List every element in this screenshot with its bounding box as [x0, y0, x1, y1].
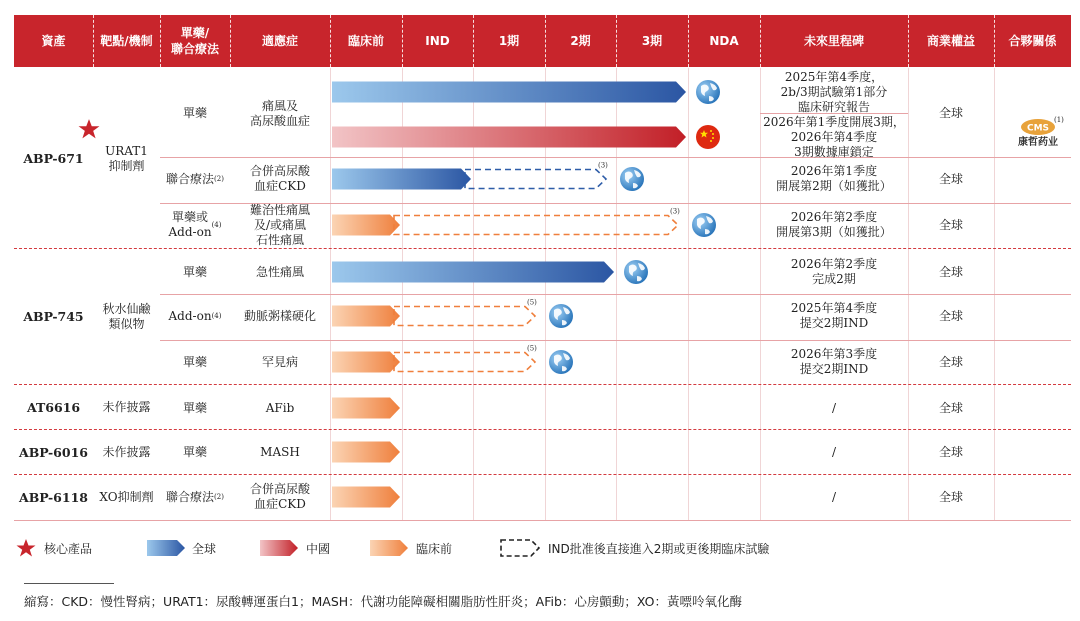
rights-cell: 全球: [938, 444, 963, 459]
header-separator: [908, 15, 909, 67]
globe-icon: [624, 260, 648, 284]
header-separator: [616, 15, 617, 67]
bar-note: (5): [527, 298, 537, 307]
milestone-cell: 2026年第3季度 提交2期IND: [790, 347, 878, 376]
milestone-cell: 2025年第4季度 提交2期IND: [790, 301, 878, 330]
bar-note: (5): [527, 344, 537, 353]
legend-core: 核心產品: [44, 542, 93, 556]
bar-note: (3): [598, 161, 608, 170]
header-separator: [93, 15, 94, 67]
dashed-extension: [465, 170, 606, 189]
asset-name: ABP-745: [23, 309, 84, 324]
indication-cell: 合併高尿酸 血症CKD: [249, 482, 310, 511]
rights-cell: 全球: [938, 171, 963, 186]
core-star-icon: [78, 118, 100, 140]
dashed-extension: [394, 216, 678, 235]
header-nda: NDA: [709, 34, 739, 48]
header-target: 靶點/機制: [100, 34, 153, 48]
asset-target: 未作披露: [102, 400, 151, 414]
therapy-cell: 單藥: [182, 354, 207, 369]
core-star-legend-icon: [16, 538, 36, 558]
header-separator: [760, 15, 761, 67]
header-separator: [230, 15, 231, 67]
therapy-cell: 單藥: [182, 444, 207, 459]
therapy-cell: 單藥: [182, 264, 207, 279]
asset-name: ABP-6016: [19, 444, 88, 460]
stage-bar-orange: [332, 352, 400, 373]
legend-preclinical: 臨床前: [416, 542, 453, 556]
header-phase2: 2期: [570, 34, 591, 48]
grid-row-line: [14, 248, 1071, 249]
legend-blue-arrow: [147, 540, 185, 556]
asset-name: ABP-671: [23, 151, 84, 166]
partner-logo: [1012, 118, 1064, 154]
grid-row-line: [14, 384, 1071, 385]
header-separator: [330, 15, 331, 67]
stage-bar-red: [332, 127, 686, 148]
legend-dashed-arrow: [500, 539, 540, 557]
milestone-cell: 2026年第2季度 開展第3期（如獲批）: [776, 210, 892, 239]
rights-cell: 全球: [938, 400, 963, 415]
rights-cell: 全球: [938, 308, 963, 323]
partner-logo-text: CMS: [1026, 123, 1050, 134]
header-ind: IND: [425, 34, 450, 48]
asset-target: XO抑制劑: [99, 489, 154, 504]
header-indication: 適應症: [261, 34, 298, 48]
therapy-cell: 單藥或 Add-on (4): [168, 210, 222, 239]
asset-target: 秋水仙鹼 類似物: [102, 301, 151, 331]
footnote: 縮寫：CKD：慢性腎病；URAT1：尿酸轉運蛋白1；MASH：代謝功能障礙相關脂肪性肝炎；AFib：心房顫動；XO：黃嘌呤氧化酶: [24, 594, 743, 609]
header-phase3: 3期: [641, 34, 663, 48]
indication-cell: 動脈粥樣硬化: [243, 308, 316, 323]
dashed-extension: [394, 353, 535, 372]
milestone-cell: /: [831, 400, 837, 415]
indication-cell: 難治性痛風 及/或痛風 石性痛風: [249, 202, 310, 247]
rights-cell: 全球: [938, 489, 963, 504]
partner-note: (1): [1054, 116, 1064, 124]
rights-cell: 全球: [938, 217, 963, 232]
header-separator: [473, 15, 474, 67]
stage-bar-orange: [332, 215, 400, 236]
header-phase1: 1期: [498, 34, 520, 48]
stage-bar-orange: [332, 306, 400, 327]
grid-row-line: [14, 520, 1071, 521]
therapy-cell: 單藥: [182, 106, 207, 120]
globe-icon: [692, 213, 716, 237]
header-partner: 合夥關係: [1008, 34, 1057, 48]
header-asset: 資產: [41, 34, 66, 48]
therapy-cell: 單藥: [182, 400, 207, 415]
globe-icon: [620, 167, 644, 191]
bar-note: (3): [670, 207, 680, 216]
header-preclinical: 臨床前: [347, 34, 384, 48]
legend-dashed: IND批准後直接進入2期或更後期臨床試驗: [548, 542, 770, 556]
stage-bar-orange: [332, 487, 400, 508]
globe-icon: [549, 304, 573, 328]
stage-bar-orange: [332, 398, 400, 419]
header-therapy: 單藥/ 聯合療法: [170, 26, 219, 56]
therapy-cell: Add-on (4): [168, 308, 222, 323]
legend-global: 全球: [192, 542, 217, 556]
header-rights: 商業權益: [926, 34, 975, 48]
therapy-cell: 聯合療法 (2): [166, 489, 224, 504]
asset-name: ABP-6118: [19, 489, 88, 505]
header-milestone: 未來里程碑: [803, 34, 864, 48]
rights-cell: 全球: [938, 264, 963, 279]
rights-cell: 全球: [938, 354, 963, 369]
indication-cell: 罕見病: [261, 354, 298, 369]
rights-cell: 全球: [938, 106, 963, 120]
milestone-cell: /: [831, 489, 837, 504]
legend-red-arrow: [260, 540, 298, 556]
stage-bar-orange: [332, 442, 400, 463]
legend-orange-arrow: [370, 540, 408, 556]
stage-bar-blue: [332, 82, 686, 103]
milestone-cell: 2025年第4季度， 2b/3期試驗第1部分 臨床研究報告: [780, 69, 888, 114]
header-separator: [688, 15, 689, 67]
china-flag-icon: [696, 125, 720, 149]
therapy-cell: 聯合療法 (2): [166, 171, 224, 186]
asset-target: URAT1 抑制劑: [105, 143, 148, 173]
indication-cell: 合併高尿酸 血症CKD: [249, 164, 310, 193]
indication-cell: 痛風及 高尿酸血症: [249, 98, 310, 128]
header-separator: [402, 15, 403, 67]
milestone-cell: 2026年第1季度開展3期， 2026年第4季度 3期數據庫鎖定: [763, 114, 905, 159]
asset-name: AT6616: [26, 400, 81, 415]
legend-china: 中國: [306, 542, 331, 556]
footnote-rule: [24, 583, 114, 584]
indication-cell: MASH: [260, 444, 300, 459]
globe-icon: [696, 80, 720, 104]
asset-target: 未作披露: [102, 444, 151, 459]
indication-cell: AFib: [265, 400, 295, 415]
header-separator: [545, 15, 546, 67]
milestone-cell: 2026年第1季度 開展第2期（如獲批）: [776, 164, 892, 193]
indication-cell: 急性痛風: [255, 264, 304, 279]
header-separator: [160, 15, 161, 67]
globe-icon: [549, 350, 573, 374]
header-separator: [994, 15, 995, 67]
milestone-cell: /: [831, 444, 837, 459]
partner-name: 康哲药业: [1018, 137, 1058, 148]
milestone-cell: 2026年第2季度 完成2期: [790, 257, 878, 286]
dashed-extension: [394, 307, 535, 326]
